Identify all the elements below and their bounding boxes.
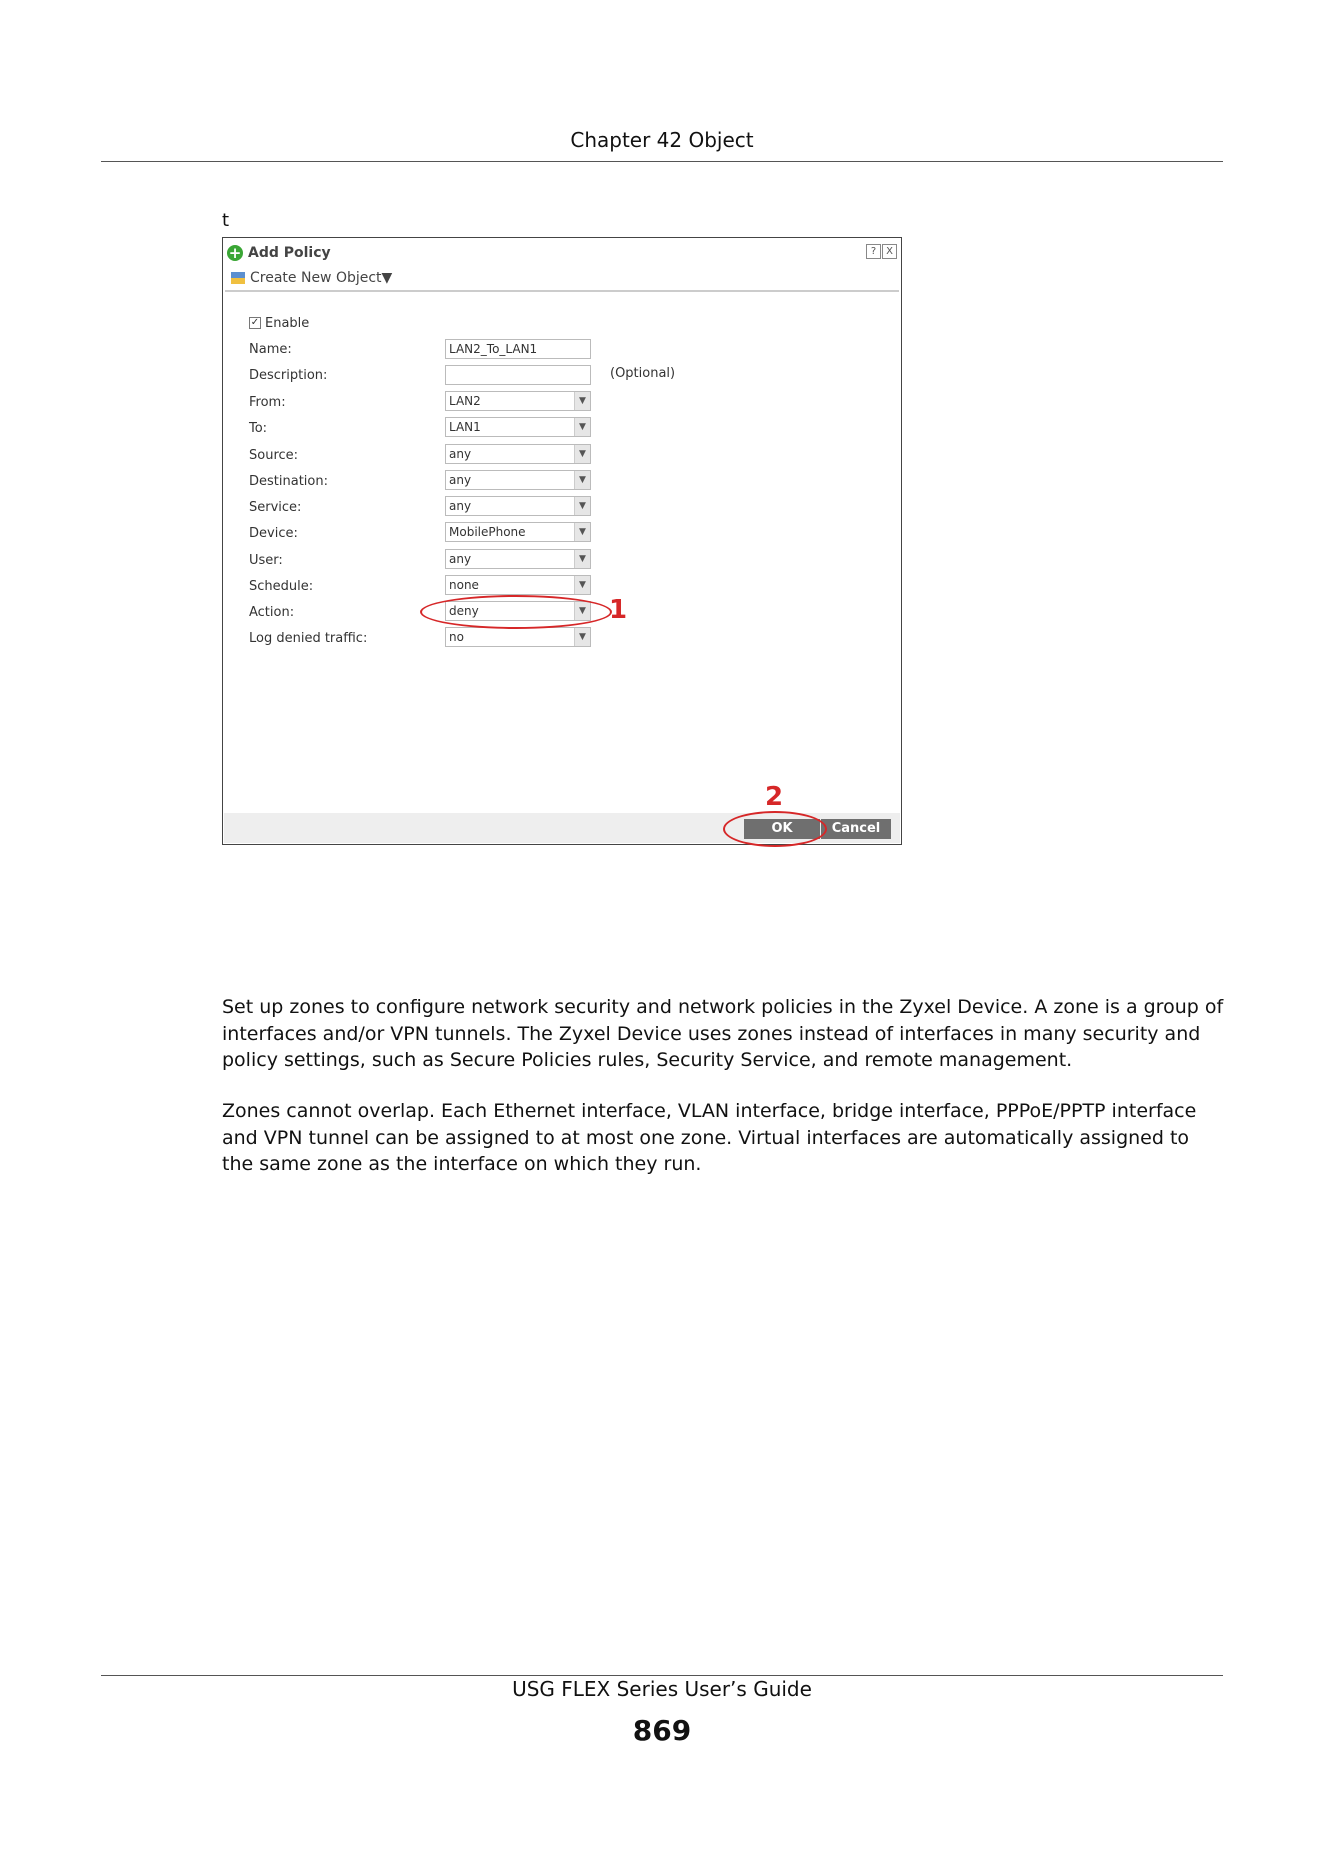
user-select[interactable] bbox=[445, 549, 591, 569]
log-label: Log denied traffic: bbox=[249, 630, 368, 646]
device-value: MobilePhone bbox=[449, 525, 526, 539]
action-label: Action: bbox=[249, 604, 295, 620]
callout-number-one: 1 bbox=[609, 595, 628, 625]
to-label: To: bbox=[249, 420, 268, 436]
source-label: Source: bbox=[249, 447, 299, 463]
device-row bbox=[249, 522, 445, 544]
dialog-window-buttons bbox=[866, 244, 897, 259]
stray-character: t bbox=[222, 210, 230, 231]
chevron-down-icon[interactable]: ▼ bbox=[574, 602, 590, 620]
optional-hint: (Optional) bbox=[610, 366, 676, 381]
service-label: Service: bbox=[249, 499, 302, 515]
enable-row bbox=[249, 312, 309, 334]
add-policy-dialog bbox=[222, 237, 902, 845]
device-label: Device: bbox=[249, 525, 298, 541]
description-row bbox=[249, 364, 445, 386]
service-select[interactable] bbox=[445, 496, 591, 516]
paragraph-zones-intro: Set up zones to configure network security and network policies in the Zyxel Device. A zone is a group of interfaces and/or VPN tunnels. The Zyxel Device uses zones instead of interfaces in many security and policy settings, such as Secure Policies rules, Security Service, and remote management. bbox=[222, 996, 1224, 1071]
from-label: From: bbox=[249, 394, 286, 410]
enable-checkbox[interactable]: ✓ bbox=[250, 317, 260, 328]
description-label: Description: bbox=[249, 367, 328, 383]
log-row bbox=[249, 627, 445, 649]
to-select[interactable] bbox=[445, 417, 591, 437]
chevron-down-icon[interactable]: ▼ bbox=[574, 392, 590, 410]
from-value: LAN2 bbox=[449, 394, 481, 408]
chevron-down-icon[interactable]: ▼ bbox=[574, 576, 590, 594]
user-row bbox=[249, 549, 445, 571]
action-row bbox=[249, 601, 445, 623]
paragraph-zones-overlap: Zones cannot overlap. Each Ethernet interface, VLAN interface, bridge interface, PPPoE/PPTP interface and VPN tunnel can be assigned to at most one zone. Virtual interfaces are automatically assigned to the same zone as the interface on which they run. bbox=[222, 1100, 1197, 1175]
device-select[interactable] bbox=[445, 522, 591, 542]
name-input[interactable]: LAN2_To_LAN1 bbox=[445, 339, 591, 359]
dialog-toolbar bbox=[225, 266, 899, 292]
to-row bbox=[249, 417, 445, 439]
create-new-object-menu[interactable]: Create New Object▼ bbox=[250, 270, 393, 286]
chapter-header: Chapter 42 Object bbox=[570, 128, 754, 152]
dialog-title-bar bbox=[227, 242, 331, 264]
to-value: LAN1 bbox=[449, 420, 481, 434]
from-row bbox=[249, 391, 445, 413]
user-label: User: bbox=[249, 552, 283, 568]
destination-label: Destination: bbox=[249, 473, 328, 489]
action-value: deny bbox=[449, 604, 479, 618]
log-select[interactable] bbox=[445, 627, 591, 647]
name-label: Name: bbox=[249, 341, 292, 357]
ok-button[interactable]: OK bbox=[744, 819, 820, 839]
user-value: any bbox=[449, 552, 472, 566]
header-rule bbox=[101, 161, 1223, 162]
schedule-select[interactable] bbox=[445, 575, 591, 595]
schedule-row bbox=[249, 575, 445, 597]
source-select[interactable] bbox=[445, 444, 591, 464]
chevron-down-icon[interactable]: ▼ bbox=[574, 523, 590, 541]
callout-ellipse-action bbox=[420, 595, 612, 629]
cancel-button[interactable]: Cancel bbox=[821, 819, 891, 839]
description-input[interactable] bbox=[445, 365, 591, 385]
source-value: any bbox=[449, 447, 472, 461]
chevron-down-icon[interactable]: ▼ bbox=[574, 418, 590, 436]
help-icon[interactable]: ? bbox=[866, 244, 881, 259]
from-select[interactable] bbox=[445, 391, 591, 411]
page-number: 869 bbox=[632, 1714, 692, 1747]
footer-title: USG FLEX Series User’s Guide bbox=[512, 1677, 812, 1701]
chevron-down-icon[interactable]: ▼ bbox=[574, 445, 590, 463]
schedule-value: none bbox=[449, 578, 479, 592]
chevron-down-icon[interactable]: ▼ bbox=[574, 497, 590, 515]
add-icon: + bbox=[228, 244, 242, 262]
footer-rule bbox=[101, 1675, 1223, 1676]
log-value: no bbox=[449, 630, 464, 644]
destination-value: any bbox=[449, 473, 472, 487]
name-row bbox=[249, 338, 445, 360]
dialog-title: Add Policy bbox=[248, 245, 331, 261]
service-value: any bbox=[449, 499, 472, 513]
service-row bbox=[249, 496, 445, 518]
object-icon bbox=[231, 272, 245, 284]
callout-number-two: 2 bbox=[765, 782, 784, 812]
source-row bbox=[249, 444, 445, 466]
callout-ellipse-ok bbox=[723, 811, 827, 847]
close-icon[interactable]: X bbox=[882, 244, 897, 259]
chevron-down-icon[interactable]: ▼ bbox=[574, 628, 590, 646]
chevron-down-icon[interactable]: ▼ bbox=[574, 550, 590, 568]
chevron-down-icon[interactable]: ▼ bbox=[574, 471, 590, 489]
destination-select[interactable] bbox=[445, 470, 591, 490]
destination-row bbox=[249, 470, 445, 492]
enable-label: Enable bbox=[265, 315, 310, 331]
schedule-label: Schedule: bbox=[249, 578, 314, 594]
